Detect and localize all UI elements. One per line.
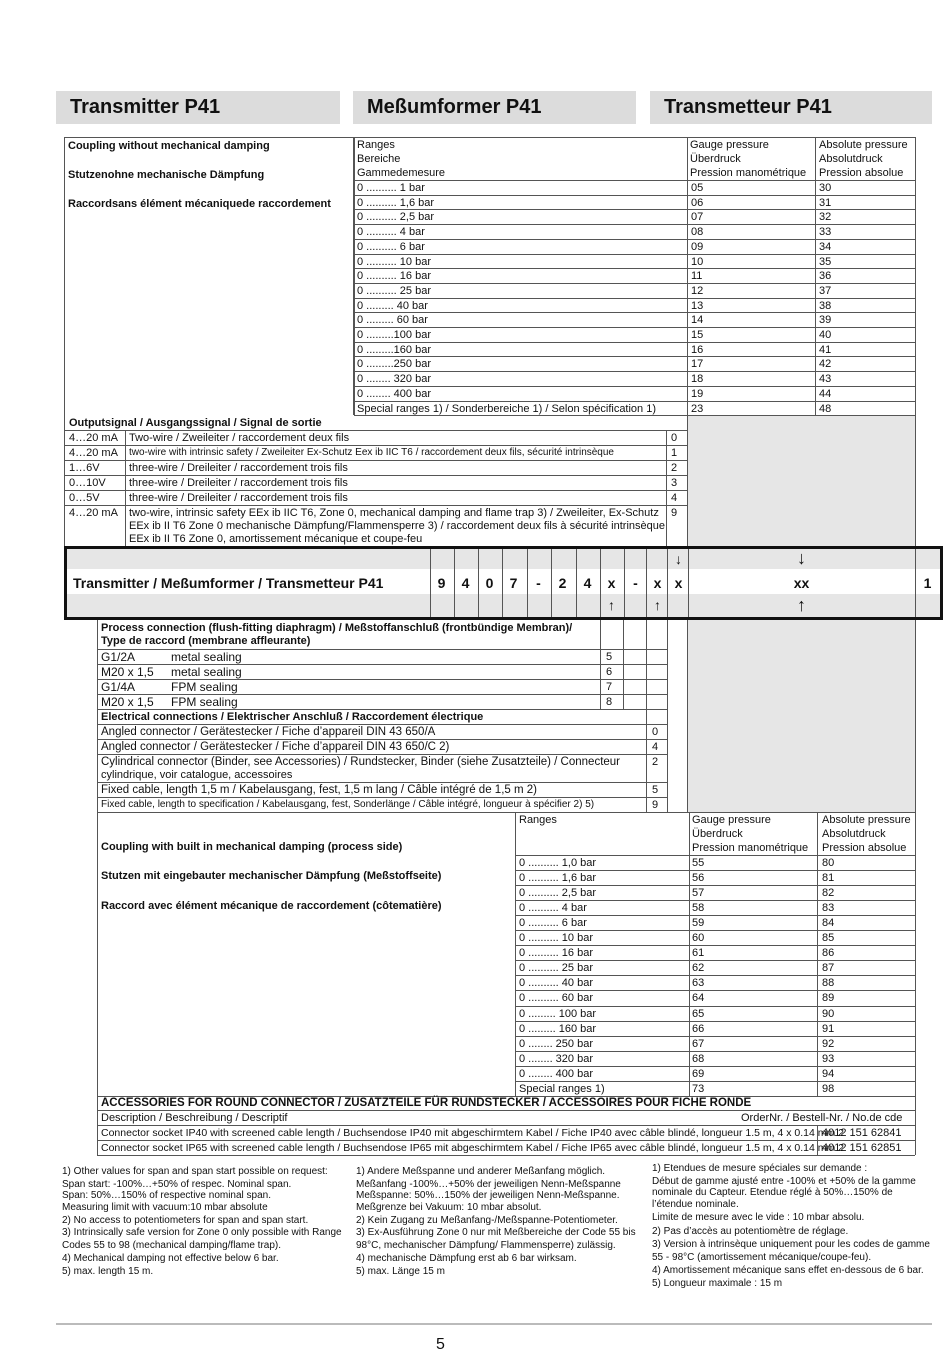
- process-code: 5: [606, 651, 613, 663]
- process-code: 7: [606, 681, 613, 693]
- footnote-line: 1) Other values for span and span start possible on request:: [62, 1166, 328, 1177]
- footnote-line: 1) Etendues de mesure spéciales sur demande :: [652, 1163, 868, 1174]
- gauge-code: 17: [691, 358, 704, 370]
- gauge2-code: 60: [692, 932, 705, 944]
- output-desc: three-wire / Dreileiter / raccordement trois fils: [129, 462, 348, 474]
- acc-right: [915, 1096, 916, 1155]
- range-value: 0 .......... 16 bar: [357, 270, 431, 282]
- footnote-line: 2) Pas d’accès au potentiomètre de réglage.: [652, 1226, 849, 1237]
- code-digit: x: [674, 575, 683, 591]
- code-digit-divider: [576, 549, 577, 617]
- electrical-title: Electrical connections / Elektrischer Anschluß / Raccordement électrique: [101, 711, 484, 723]
- output-desc: three-wire / Dreileiter / raccordement trois fils: [129, 492, 348, 504]
- electrical-code: 9: [652, 799, 659, 811]
- gauge-code: 12: [691, 285, 704, 297]
- code-digit-divider: [478, 549, 479, 617]
- code-digit: 4: [583, 575, 592, 591]
- output-title: Outputsignal / Ausgangssignal / Signal de sortie: [69, 417, 322, 429]
- abs-code: 32: [819, 211, 832, 223]
- header-fr: Transmetteur P41: [650, 91, 932, 124]
- range2-value: 0 .......... 40 bar: [519, 977, 593, 989]
- abs-code: 41: [819, 344, 832, 356]
- output-signal: 4…20 mA: [69, 432, 118, 444]
- output-signal: 0…10V: [69, 477, 106, 489]
- footnote-line: 98°C, mechanischer Dämpfung/ Flammensperre) zulässig.: [356, 1240, 616, 1251]
- abs2-code: 81: [822, 872, 835, 884]
- gauge2-code: 61: [692, 947, 705, 959]
- range2-header: Ranges: [519, 814, 557, 826]
- gauge-code: 18: [691, 373, 704, 385]
- abs-code: 39: [819, 314, 832, 326]
- code-digit: 0: [485, 575, 494, 591]
- gauge-col-left: [687, 137, 688, 415]
- acc-title: ACCESSORIES FOR ROUND CONNECTOR / ZUSATZTEILE FÜR RUNDSTECKER / ACCESSOIRES POUR FICHE RONDE: [101, 1097, 752, 1109]
- electrical-item: Cylindrical connector (Binder, see Accessories) / Rundstecker, Binder (siehe Zusatzteile) / Connecteur: [101, 756, 621, 768]
- proc-right: [915, 620, 916, 812]
- gauge2-code: 69: [692, 1068, 705, 1080]
- abs2-code: 93: [822, 1053, 835, 1065]
- process-thread: M20 x 1,5: [101, 665, 154, 679]
- process-sealing: metal sealing: [171, 650, 242, 664]
- footnote-line: 5) max. Länge 15 m: [356, 1266, 445, 1277]
- code-digit: 4: [461, 575, 470, 591]
- range-header-line: Bereiche: [357, 153, 401, 165]
- gauge-code: 13: [691, 300, 704, 312]
- process-thread: G1/4A: [101, 680, 136, 694]
- range-value: 0 .......... 1,6 bar: [357, 197, 435, 209]
- gauge-header-line: Überdruck: [690, 153, 741, 165]
- coupling2-de: Stutzen mit eingebauter mechanischer Dämpfung (Meßstoffseite): [101, 870, 442, 882]
- abs-header-line: Absolutdruck: [819, 153, 883, 165]
- electrical-code: 5: [652, 784, 659, 796]
- process-title: Process connection (flush-fitting diaphragm) / Meßstoffanschluß (frontbündige Membran)/: [101, 622, 573, 634]
- gauge-code: 09: [691, 241, 704, 253]
- process-sealing: FPM sealing: [171, 695, 238, 709]
- range-value: 0 ........ 400 bar: [357, 388, 431, 400]
- abs2-code: 92: [822, 1038, 835, 1050]
- electrical-item: Fixed cable, length 1,5 m / Kabelausgang, fest, 1,5 m lang / Câble intégré de 1,5 m 2): [101, 784, 537, 796]
- range2-value: 0 .......... 1,0 bar: [519, 857, 597, 869]
- proc-col-a: [600, 620, 601, 710]
- footnote-line: Span start: -100%…+50% of respec. Nominal span.: [62, 1179, 292, 1190]
- arrow-up-icon: ↑: [654, 597, 661, 613]
- header-de: Meßumformer P41: [353, 91, 636, 124]
- abs-code: 33: [819, 226, 832, 238]
- gauge-header-line: Pression manométrique: [690, 167, 807, 179]
- abs-header-line: Absolute pressure: [819, 139, 908, 151]
- gauge2-header-line: Gauge pressure: [692, 814, 771, 826]
- output-code: 0: [671, 432, 678, 444]
- output-code: 4: [671, 492, 678, 504]
- footnote-line: 1) Andere Meßspanne und anderer Meßanfang möglich.: [356, 1166, 606, 1177]
- electrical-item: cylindrique, voir catalogue, accessoires: [101, 769, 293, 781]
- code-digit-divider: [551, 549, 552, 617]
- range2-value: 0 ........ 320 bar: [519, 1053, 593, 1065]
- outputs-left: [64, 415, 65, 546]
- range-value: 0 .......... 6 bar: [357, 241, 425, 253]
- output-signal: 0…5V: [69, 492, 100, 504]
- gauge-code: 11: [691, 270, 703, 282]
- footnote-line: Span: 50%…150% of respective nominal span.: [62, 1190, 272, 1201]
- footnote-line: l’étendue nominale.: [652, 1199, 739, 1210]
- gauge-code: 08: [691, 226, 704, 238]
- process-thread: M20 x 1,5: [101, 695, 154, 709]
- range-header-line: Gammedemesure: [357, 167, 446, 179]
- range-value: 0 .........100 bar: [357, 329, 431, 341]
- gauge2-code: 62: [692, 962, 705, 974]
- electrical-code: 0: [652, 726, 659, 738]
- range2-value: 0 .......... 1,6 bar: [519, 872, 597, 884]
- output-desc: EEx ib II T6 Zone 0, amortissement mécanique et coupe-feu: [129, 533, 423, 545]
- range2-value: Special ranges 1): [519, 1083, 605, 1095]
- range-value: 0 .......... 2,5 bar: [357, 211, 435, 223]
- abs-code: 44: [819, 388, 832, 400]
- acc-desc-header: Description / Beschreibung / Descriptif: [101, 1112, 288, 1124]
- abs2-code: 87: [822, 962, 835, 974]
- code-xx: xx: [793, 575, 810, 591]
- abs2-code: 90: [822, 1008, 835, 1020]
- range-header-line: Ranges: [357, 139, 395, 151]
- range2-value: 0 .......... 2,5 bar: [519, 887, 597, 899]
- process-sealing: metal sealing: [171, 665, 242, 679]
- gauge-code: 14: [691, 314, 704, 326]
- arrow-down-icon: ↓: [675, 551, 682, 567]
- footnote-line: 2) Kein Zugang zu Meßanfang-/Meßspanne-Potentiometer.: [356, 1215, 618, 1226]
- footnote-line: 5) max. length 15 m.: [62, 1266, 154, 1277]
- range-value: 0 .......... 1 bar: [357, 182, 425, 194]
- gauge-code: 19: [691, 388, 704, 400]
- output-code: 2: [671, 462, 678, 474]
- bottom-rule: [56, 1323, 932, 1325]
- gauge2-code: 55: [692, 857, 705, 869]
- abs-code: 48: [819, 403, 832, 415]
- output-desc: EEx ib II T6 Zone 0 mechanische Dämpfung/Flammensperre 3) / raccordement deux fils à sécurité intrinsèque: [129, 520, 665, 532]
- code-digit-divider: [502, 549, 503, 617]
- range2-value: 0 .......... 6 bar: [519, 917, 587, 929]
- abs2-code: 82: [822, 887, 835, 899]
- range-value: 0 .........160 bar: [357, 344, 431, 356]
- range2-value: 0 ......... 100 bar: [519, 1008, 597, 1020]
- gauge-code: 07: [691, 211, 704, 223]
- output-desc: two-wire with intrinsic safety / Zweileiter Ex-Schutz Eex ib IIC T6 / raccordement deux fils, sécurité intrinsèque: [129, 447, 614, 458]
- abs2-header-line: Absolute pressure: [822, 814, 911, 826]
- range2-value: 0 .......... 60 bar: [519, 992, 593, 1004]
- page-number: 5: [436, 1336, 445, 1353]
- proc-col-d: [667, 620, 668, 812]
- output-code: 9: [671, 507, 678, 519]
- acc-bottom: [97, 1155, 915, 1156]
- electrical-item: Fixed cable, length to specification / Kabelausgang, fest, Sonderlänge / Câble intégré, longueur à spécifier 2) 5): [101, 799, 595, 810]
- r2-right: [915, 812, 916, 1096]
- proc-gray: [688, 620, 915, 812]
- code-digit: -: [536, 575, 541, 591]
- abs-code: 34: [819, 241, 832, 253]
- header-en: Transmitter P41: [56, 91, 340, 124]
- gauge2-code: 65: [692, 1008, 705, 1020]
- code-last: 1: [923, 575, 932, 591]
- gauge-code: 06: [691, 197, 704, 209]
- abs-code: 35: [819, 256, 832, 268]
- outputs-sig-divider: [125, 430, 126, 546]
- code-digit: 9: [437, 575, 446, 591]
- abs2-code: 80: [822, 857, 835, 869]
- process-code: 6: [606, 666, 613, 678]
- footnote-line: 4) mechanische Dämpfung erst ab 6 bar wirksam.: [356, 1253, 577, 1264]
- coupling1-de: Stutzenohne mechanische Dämpfung: [68, 169, 265, 181]
- range2-value: 0 .......... 10 bar: [519, 932, 593, 944]
- abs-code: 31: [819, 197, 832, 209]
- code-digit-divider: [527, 549, 528, 617]
- abs2-code: 84: [822, 917, 835, 929]
- range-value: 0 .......... 10 bar: [357, 256, 431, 268]
- abs-code: 40: [819, 329, 832, 341]
- range2-value: 0 .......... 4 bar: [519, 902, 587, 914]
- outputs-code-left: [666, 430, 667, 546]
- abs-code: 36: [819, 270, 832, 282]
- range-col-left: [354, 137, 355, 415]
- acc-item: Connector socket IP65 with screened cable length / Buchsendose IP65 mit abgeschirmtem Kabel / Fiche IP65 avec câble blindé, longueur 1.5 m, 4 x 0.14 mm 2: [101, 1142, 844, 1154]
- output-code: 1: [671, 447, 678, 459]
- range2-value: 0 .......... 25 bar: [519, 962, 593, 974]
- range-value: 0 .......... 4 bar: [357, 226, 425, 238]
- abs2-code: 86: [822, 947, 835, 959]
- footnote-line: nominale du Capteur. Etendue réglé à 50%…150% de: [652, 1187, 893, 1198]
- coupling2-en: Coupling with built in mechanical damping (process side): [101, 841, 403, 853]
- arrow-up-icon: ↑: [608, 597, 615, 613]
- range-value: 0 ........ 320 bar: [357, 373, 431, 385]
- table-right: [915, 137, 916, 415]
- abs-code: 42: [819, 358, 832, 370]
- gauge2-code: 66: [692, 1023, 705, 1035]
- range-value: Special ranges 1) / Sonderbereiche 1) / Selon spécification 1): [357, 403, 657, 415]
- abs2-header-line: Absolutdruck: [822, 828, 886, 840]
- gauge2-code: 57: [692, 887, 705, 899]
- abs2-code: 83: [822, 902, 835, 914]
- r2-left-outer: [97, 812, 98, 1096]
- code-digit-divider: [430, 549, 431, 617]
- gauge2-code: 64: [692, 992, 705, 1004]
- code-digit-divider: [454, 549, 455, 617]
- footnote-line: 3) Ex-Ausführung Zone 0 nur mit Meßbereiche der Code 55 bis: [356, 1227, 636, 1238]
- output-desc: Two-wire / Zweileiter / raccordement deux fils: [129, 432, 350, 444]
- abs2-code: 88: [822, 977, 835, 989]
- abs-code: 38: [819, 300, 832, 312]
- footnote-line: Limite de mesure avec le vide : 10 mbar absolu.: [652, 1212, 865, 1223]
- abs2-code: 98: [822, 1083, 835, 1095]
- abs2-header-line: Pression absolue: [822, 842, 907, 854]
- abs2-code: 91: [822, 1023, 835, 1035]
- gauge2-code: 58: [692, 902, 705, 914]
- process-thread: G1/2A: [101, 650, 136, 664]
- arrow-up-icon: ↑: [797, 595, 806, 615]
- code-digit-divider: [624, 549, 625, 617]
- range2-value: 0 ........ 400 bar: [519, 1068, 593, 1080]
- acc-order: 4012 151 62851: [822, 1142, 902, 1154]
- gauge2-code: 73: [692, 1083, 705, 1095]
- footnote-line: Meßanfang -100%…+50% der jeweiligen Nenn-Meßspanne: [356, 1179, 621, 1190]
- output-signal: 4…20 mA: [69, 507, 118, 519]
- abs2-code: 85: [822, 932, 835, 944]
- range-value: 0 ......... 40 bar: [357, 300, 428, 312]
- arrow-down-icon: ↓: [797, 548, 806, 568]
- output-signal: 1…6V: [69, 462, 100, 474]
- electrical-bottom: [97, 812, 915, 813]
- output-signal: 4…20 mA: [69, 447, 118, 459]
- gauge-code: 16: [691, 344, 704, 356]
- coupling2-fr: Raccord avec élément mécanique de raccordement (côtematière): [101, 900, 442, 912]
- gauge-code: 15: [691, 329, 704, 341]
- gauge-code: 10: [691, 256, 704, 268]
- gauge2-code: 63: [692, 977, 705, 989]
- range-value: 0 .......... 25 bar: [357, 285, 431, 297]
- electrical-item: Angled connector / Gerätestecker / Fiche d’appareil DIN 43 650/C 2): [101, 741, 450, 753]
- gauge2-code: 56: [692, 872, 705, 884]
- footnote-line: 4) Amortissement mécanique sans effet en-dessous de 6 bar.: [652, 1265, 924, 1276]
- electrical-code: 2: [652, 756, 659, 768]
- gauge2-code: 68: [692, 1053, 705, 1065]
- process-sealing: FPM sealing: [171, 680, 238, 694]
- footnote-line: Measuring limit with vacuum:10 mbar absolute: [62, 1202, 268, 1213]
- code-digit: 2: [558, 575, 567, 591]
- footnote-line: 3) Version à intrinsèque uniquement pour les codes de gamme: [652, 1239, 930, 1250]
- abs-col-left: [815, 137, 816, 415]
- range2-value: 0 ......... 160 bar: [519, 1023, 597, 1035]
- range-value: 0 ......... 60 bar: [357, 314, 428, 326]
- footnote-line: 2) No access to potentiometers for span and span start.: [62, 1215, 309, 1226]
- process-code: 8: [606, 696, 613, 708]
- code-row-label: Transmitter / Meßumformer / Transmetteur P41: [73, 575, 384, 591]
- output-desc: two-wire, intrinsic safety EEx ib IIC T6, Zone 0, mechanical damping and flame trap 3) / Zweileiter, Ex-Schutz: [129, 507, 659, 519]
- abs2-code: 94: [822, 1068, 835, 1080]
- abs-header-line: Pression absolue: [819, 167, 904, 179]
- footnote-line: 4) Mechanical damping not effective below 6 bar.: [62, 1253, 279, 1264]
- gauge-code: 05: [691, 182, 704, 194]
- gauge2-code: 59: [692, 917, 705, 929]
- output-code: 3: [671, 477, 678, 489]
- abs-code: 37: [819, 285, 832, 297]
- outputs-right: [915, 415, 916, 546]
- footnote-line: Meßspanne: 50%…150% der jeweiligen Nenn-Meßspanne.: [356, 1190, 620, 1201]
- acc-left: [97, 1096, 98, 1155]
- acc-item: Connector socket IP40 with screened cable length / Buchsendose IP40 mit abgeschirmtem Kabel / Fiche IP40 avec câble blindé, longueur 1.5 m, 4 x 0.14 mm 2: [101, 1127, 844, 1139]
- footnote-line: Meßgrenze bei Vakuum: 10 mbar absolut.: [356, 1202, 542, 1213]
- range-value: 0 .........250 bar: [357, 358, 431, 370]
- code-digit: x: [653, 575, 662, 591]
- footnote-line: 3) Intrinsically safe version for Zone 0 only possible with Range: [62, 1227, 342, 1238]
- range2-value: 0 ........ 250 bar: [519, 1038, 593, 1050]
- acc-order: 4012 151 62841: [822, 1127, 902, 1139]
- coupling1-fr: Raccordsans élément mécaniquede raccordement: [68, 198, 331, 210]
- gauge-header-line: Gauge pressure: [690, 139, 769, 151]
- footnote-line: 5) Longueur maximale : 15 m: [652, 1278, 783, 1289]
- range2-value: 0 .......... 16 bar: [519, 947, 593, 959]
- table-top: [64, 137, 915, 138]
- outputs-gray: [688, 416, 915, 546]
- gauge2-header-line: Pression manométrique: [692, 842, 809, 854]
- output-desc: three-wire / Dreileiter / raccordement trois fils: [129, 477, 348, 489]
- abs-code: 30: [819, 182, 832, 194]
- code-digit: x: [607, 575, 616, 591]
- process-title-2: Type de raccord (membrane affleurante): [101, 635, 311, 647]
- coupling1-en: Coupling without mechanical damping: [68, 140, 270, 152]
- acc-sep: [817, 1125, 818, 1155]
- gauge2-header-line: Überdruck: [692, 828, 743, 840]
- footnote-line: Codes 55 to 98 (mechanical damping/flame trap).: [62, 1240, 282, 1251]
- abs2-code: 89: [822, 992, 835, 1004]
- acc-order-header: OrderNr. / Bestell-Nr. / No.de cde: [741, 1112, 903, 1124]
- code-digit: 7: [509, 575, 518, 591]
- footnote-line: 55 - 98°C (amortissement mécanique/coupe-feu).: [652, 1252, 872, 1263]
- gauge-code: 23: [691, 403, 704, 415]
- proc-col-b: [623, 620, 624, 710]
- electrical-item: Angled connector / Gerätestecker / Fiche d’appareil DIN 43 650/A: [101, 726, 436, 738]
- footnote-line: Début de gamme ajusté entre -100% et +50% de la gamme: [652, 1176, 916, 1187]
- code-digit: -: [633, 575, 638, 591]
- gauge2-code: 67: [692, 1038, 705, 1050]
- electrical-code: 4: [652, 741, 659, 753]
- abs-code: 43: [819, 373, 832, 385]
